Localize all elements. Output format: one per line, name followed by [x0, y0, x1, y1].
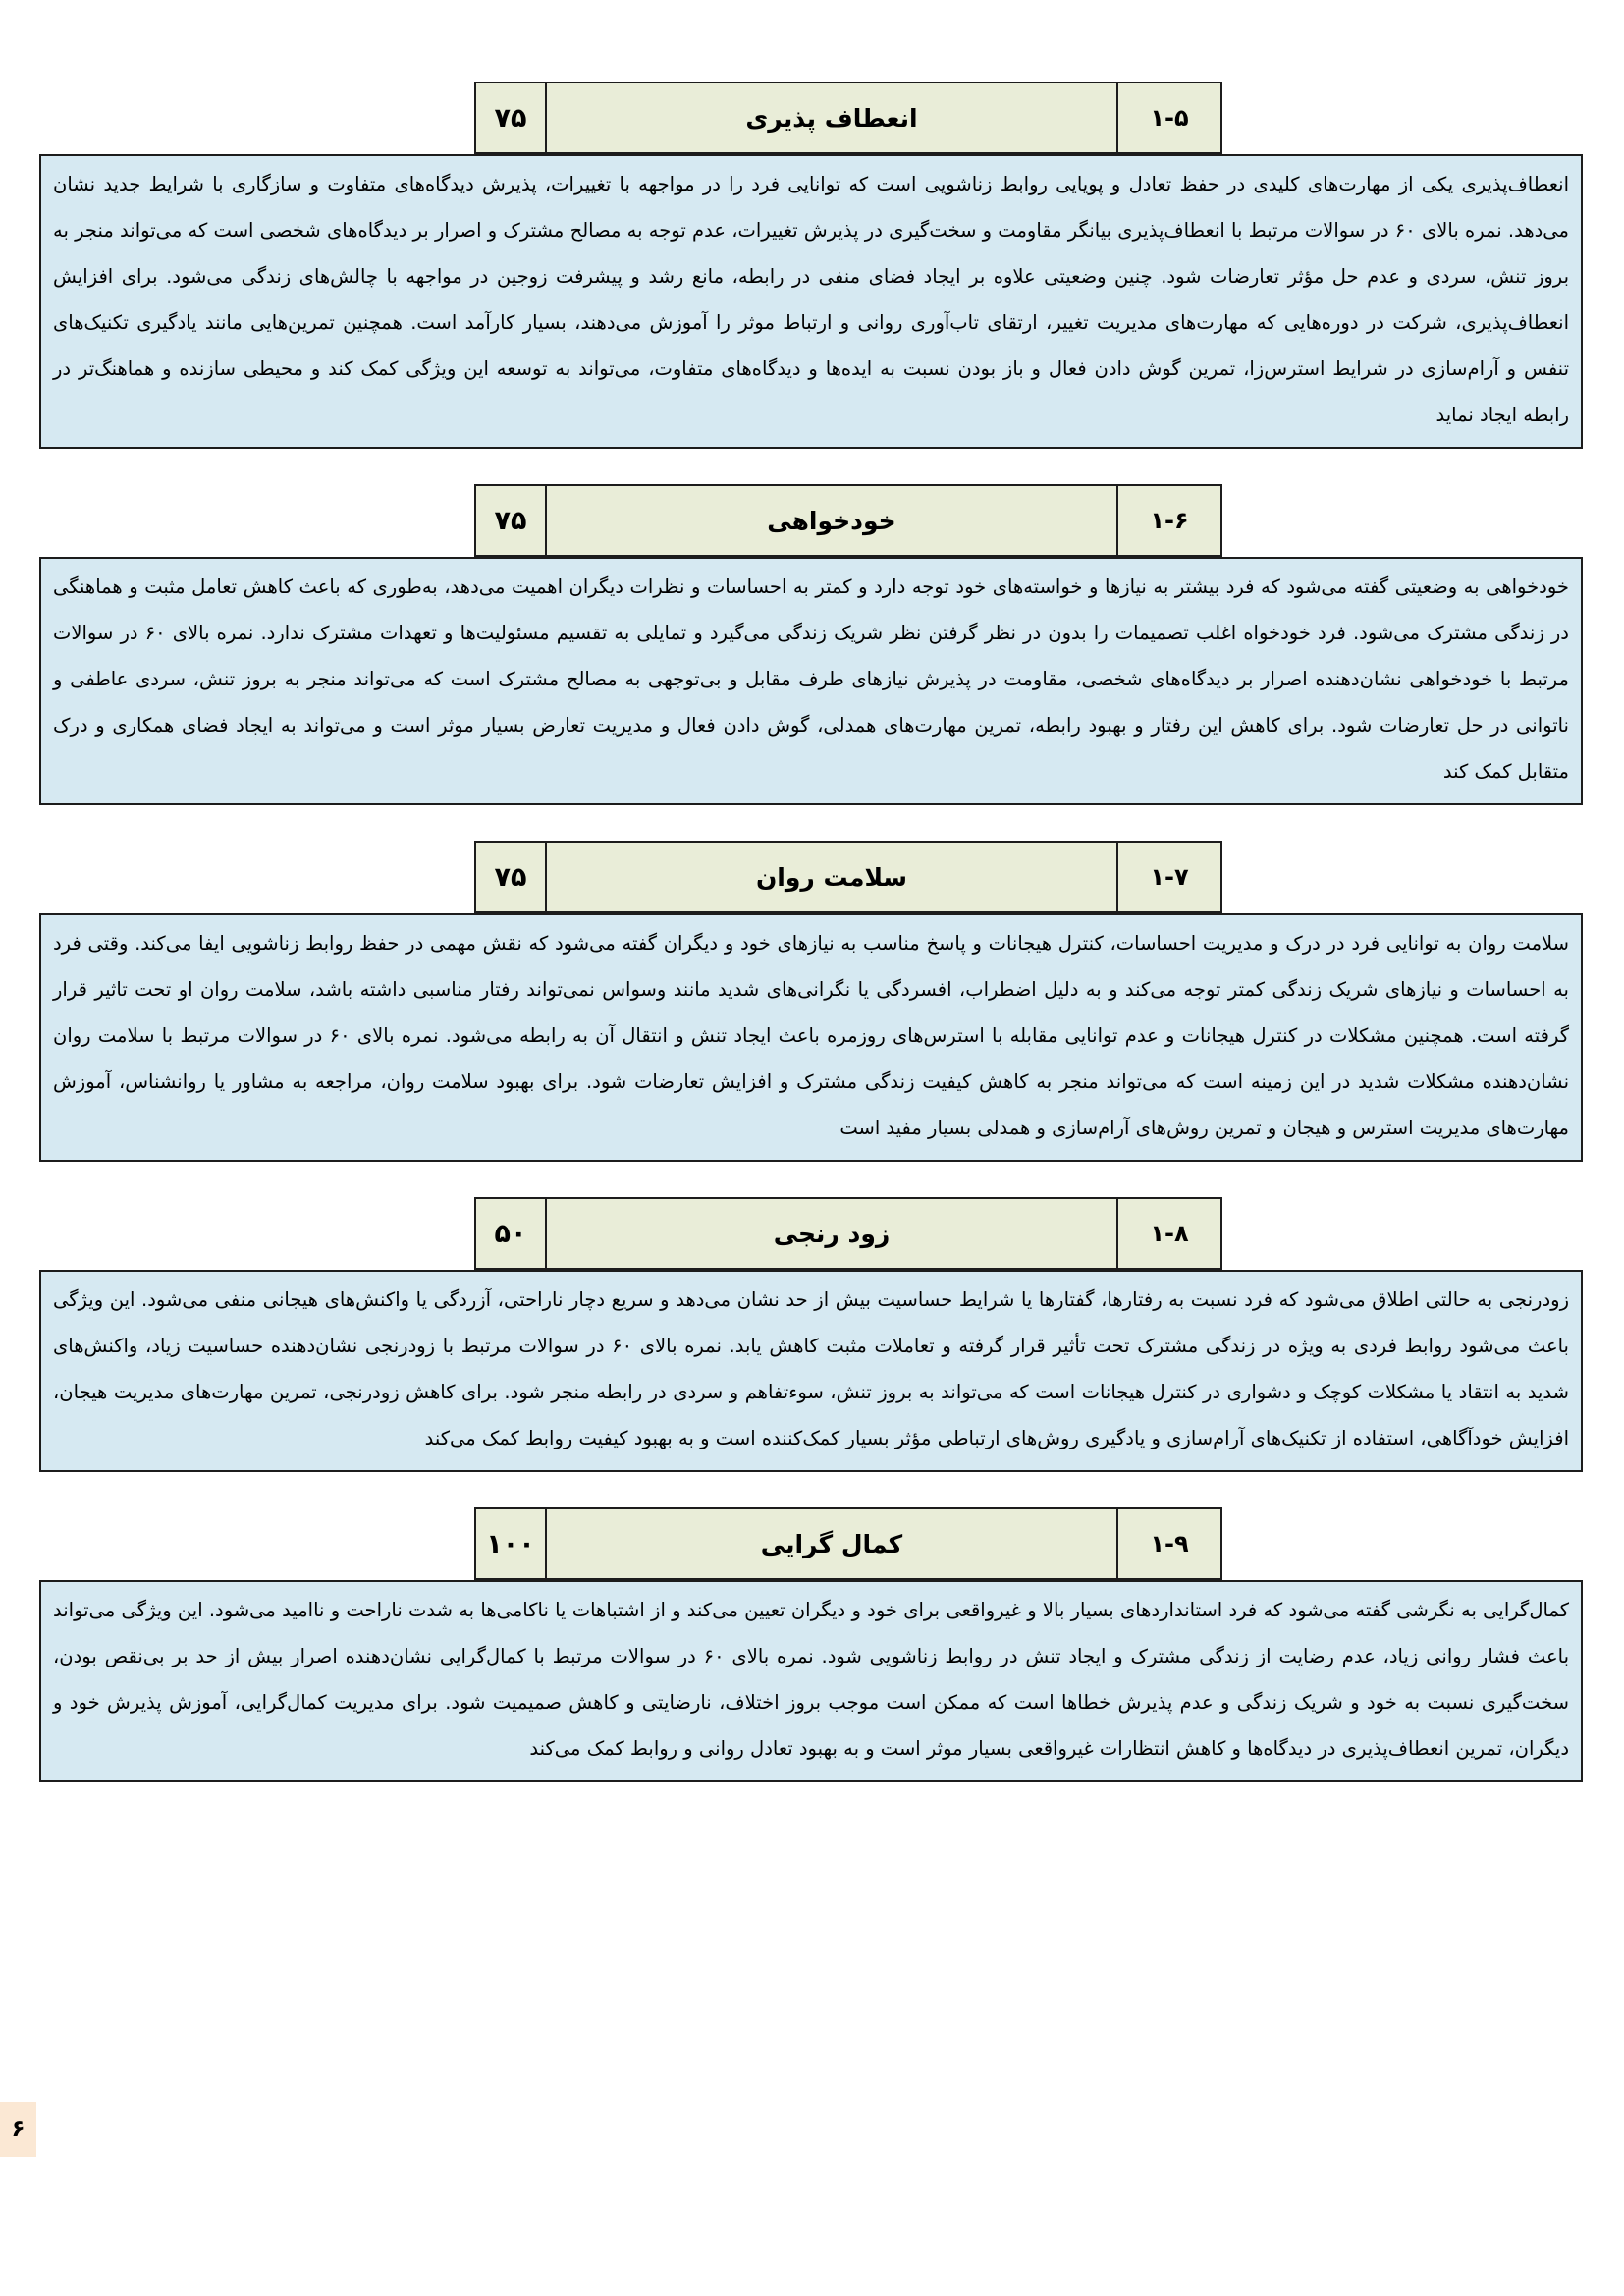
section-score-cell [476, 1199, 547, 1268]
section-description-box [39, 154, 1583, 449]
section-description-box [39, 557, 1583, 805]
section-title-cell [547, 1509, 1118, 1578]
section-number-cell [1118, 1199, 1220, 1268]
section-score-cell [476, 1509, 547, 1578]
section-title: انعطاف پذیری [745, 103, 918, 133]
section-description: انعطاف‌پذیری یکی از مهارت‌های کلیدی در حفظ تعادل و پویایی روابط زناشویی است که توانایی فرد را در مواجهه با تغییرات، پذیرش دیدگاه‌های متفاوت و سازگاری با شرایط جدید نشان می‌دهد. نمره بالای ۶۰ در سوالات مرتبط با انعطاف‌پذیری بیانگر مقاومت و سخت‌گیری در پذیرش تغییرات، عدم توجه به مصالح مشترک و اصرار بر دیدگاه‌های شخصی است که می‌تواند منجر به بروز تنش، سردی و عدم حل مؤثر تعارضات شود. چنین وضعیتی علاوه بر ایجاد فضای منفی در رابطه، مانع رشد و پیشرفت زوجین در مواجهه با چالش‌های زندگی می‌شود. برای افزایش انعطاف‌پذیری، شرکت در دوره‌هایی که مهارت‌های مدیریت تغییر، ارتقای تاب‌آوری روانی و ارتباط موثر را آموزش می‌دهند، بسیار کارآمد است. همچنین تمرین‌هایی مانند یادگیری تکنیک‌های تنفس و آرام‌سازی در شرایط استرس‌زا، تمرین گوش دادن فعال و باز بودن نسبت به ایده‌ها و دیدگاه‌های متفاوت، می‌تواند به توسعه این ویژگی کمک کند و محیطی سازنده و هماهنگ‌تر در رابطه ایجاد نماید [53, 173, 1570, 426]
section-number: ۱-۵ [1150, 104, 1189, 132]
section-number-cell [1118, 486, 1220, 555]
section-header-table [474, 484, 1222, 557]
section-score: ۷۵ [494, 861, 527, 893]
section-number: ۱-۹ [1150, 1530, 1189, 1558]
section-description-box [39, 1270, 1583, 1472]
section-number-cell [1118, 843, 1220, 911]
section-description: زودرنجی به حالتی اطلاق می‌شود که فرد نسبت به رفتارها، گفتارها یا شرایط حساسیت بیش از حد نشان می‌دهد و سریع دچار ناراحتی، آزردگی یا واکنش‌های هیجانی منفی می‌شود. این ویژگی باعث می‌شود روابط فردی به ویژه در زندگی مشترک تحت تأثیر قرار گرفته و تعاملات مثبت کاهش یابد. نمره بالای ۶۰ در سوالات مرتبط با زودرنجی نشان‌دهنده حساسیت زیاد، واکنش‌های شدید به انتقاد یا مشکلات کوچک و دشواری در کنترل هیجانات است که می‌تواند به بروز تنش، سوءتفاهم و سردی در رابطه منجر شود. برای کاهش زودرنجی، تمرین مهارت‌های مدیریت هیجان، افزایش خودآگاهی، استفاده از تکنیک‌های آرام‌سازی و یادگیری روش‌های ارتباطی مؤثر بسیار کمک‌کننده است و به بهبود کیفیت روابط کمک می‌کند [53, 1288, 1569, 1449]
section-title-cell [547, 83, 1118, 152]
section-header-table [474, 1507, 1222, 1580]
section-flexibility [0, 82, 1624, 449]
section-number: ۱-۷ [1150, 863, 1189, 891]
section-description: خودخواهی به وضعیتی گفته می‌شود که فرد بیشتر به نیازها و خواسته‌های خود توجه دارد و کمتر به احساسات و نظرات دیگران اهمیت می‌دهد، به‌طوری که باعث کاهش تعامل مثبت و هماهنگی در زندگی مشترک می‌شود. فرد خودخواه اغلب تصمیمات را بدون در نظر گرفتن نظر شریک زندگی می‌گیرد و تمایلی به تقسیم مسئولیت‌ها و تعهدات مشترک ندارد. نمره بالای ۶۰ در سوالات مرتبط با خودخواهی نشان‌دهنده اصرار بر دیدگاه‌های شخصی، مقاومت در پذیرش نیازهای طرف مقابل و بی‌توجهی به مصالح مشترک است که می‌تواند منجر به بروز تنش، سردی عاطفی و ناتوانی در حل تعارضات شود. برای کاهش این رفتار و بهبود رابطه، تمرین مهارت‌های همدلی، گوش دادن فعال و مدیریت تعارض بسیار موثر است و می‌تواند به ایجاد فضای همکاری و درک متقابل کمک کند [53, 575, 1569, 783]
section-score-cell [476, 486, 547, 555]
page-number-tab [0, 2102, 36, 2157]
page-number: ۶ [11, 2116, 26, 2142]
section-header-table [474, 82, 1222, 154]
section-description-box [39, 1580, 1583, 1782]
section-selfishness [0, 484, 1624, 805]
section-title: سلامت روان [755, 862, 908, 892]
section-score-cell [476, 83, 547, 152]
section-score: ۱۰۰ [486, 1528, 535, 1559]
section-description-box [39, 913, 1583, 1162]
section-score: ۷۵ [494, 505, 527, 536]
section-mental-health [0, 841, 1624, 1162]
section-score-cell [476, 843, 547, 911]
section-score: ۷۵ [494, 102, 527, 134]
section-header-table [474, 1197, 1222, 1270]
section-score: ۵۰ [494, 1218, 527, 1249]
section-title-cell [547, 486, 1118, 555]
section-perfectionism [0, 1507, 1624, 1782]
section-number-cell [1118, 83, 1220, 152]
section-number: ۱-۶ [1150, 507, 1189, 534]
section-title-cell [547, 1199, 1118, 1268]
section-description: کمال‌گرایی به نگرشی گفته می‌شود که فرد استانداردهای بسیار بالا و غیرواقعی برای خود و دیگران تعیین می‌کند و از اشتباهات یا ناکامی‌ها به شدت ناراحت و ناامید می‌شود. این ویژگی می‌تواند باعث فشار روانی زیاد، عدم رضایت از زندگی مشترک و ایجاد تنش در روابط زناشویی شود. نمره بالای ۶۰ در سوالات مرتبط با کمال‌گرایی نشان‌دهنده اصرار بیش از حد بر بی‌نقص بودن، سخت‌گیری نسبت به خود و شریک زندگی و عدم پذیرش خطاها است که ممکن است موجب بروز اختلاف، نارضایتی و کاهش صمیمیت شود. برای مدیریت کمال‌گرایی، آموزش پذیرش خود و دیگران، تمرین انعطاف‌پذیری در دیدگاه‌ها و کاهش انتظارات غیرواقعی بسیار موثر است و به بهبود تعادل روانی و روابط کمک می‌کند [53, 1599, 1569, 1760]
section-irritability [0, 1197, 1624, 1472]
section-title: کمال گرایی [760, 1529, 903, 1558]
section-description: سلامت روان به توانایی فرد در درک و مدیریت احساسات، کنترل هیجانات و پاسخ مناسب به نیازهای خود و دیگران گفته می‌شود که نقش مهمی در حفظ روابط زناشویی ایفا می‌کند. وقتی فرد به احساسات و نیازهای شریک زندگی کمتر توجه می‌کند و به دلیل اضطراب، افسردگی یا نگرانی‌های شدید مانند وسواس نمی‌تواند رفتار مناسبی داشته باشد، سلامت روان او تحت تاثیر قرار گرفته است. همچنین مشکلات در کنترل هیجانات و عدم توانایی مقابله با استرس‌های روزمره باعث ایجاد تنش و انتقال آن به رابطه می‌شود. نمره بالای ۶۰ در سوالات مرتبط با سلامت روان نشان‌دهنده مشکلات شدید در این زمینه است که می‌تواند منجر به کاهش کیفیت زندگی مشترک و افزایش تعارضات شود. برای بهبود سلامت روان، مراجعه به مشاور یا روانشناس، آموزش مهارت‌های مدیریت استرس و هیجان و تمرین روش‌های آرام‌سازی و همدلی بسیار مفید است [53, 932, 1569, 1139]
section-title: خودخواهی [767, 506, 896, 535]
section-title: زود رنجی [773, 1219, 891, 1248]
section-title-cell [547, 843, 1118, 911]
section-number: ۱-۸ [1150, 1220, 1189, 1247]
section-header-table [474, 841, 1222, 913]
section-number-cell [1118, 1509, 1220, 1578]
